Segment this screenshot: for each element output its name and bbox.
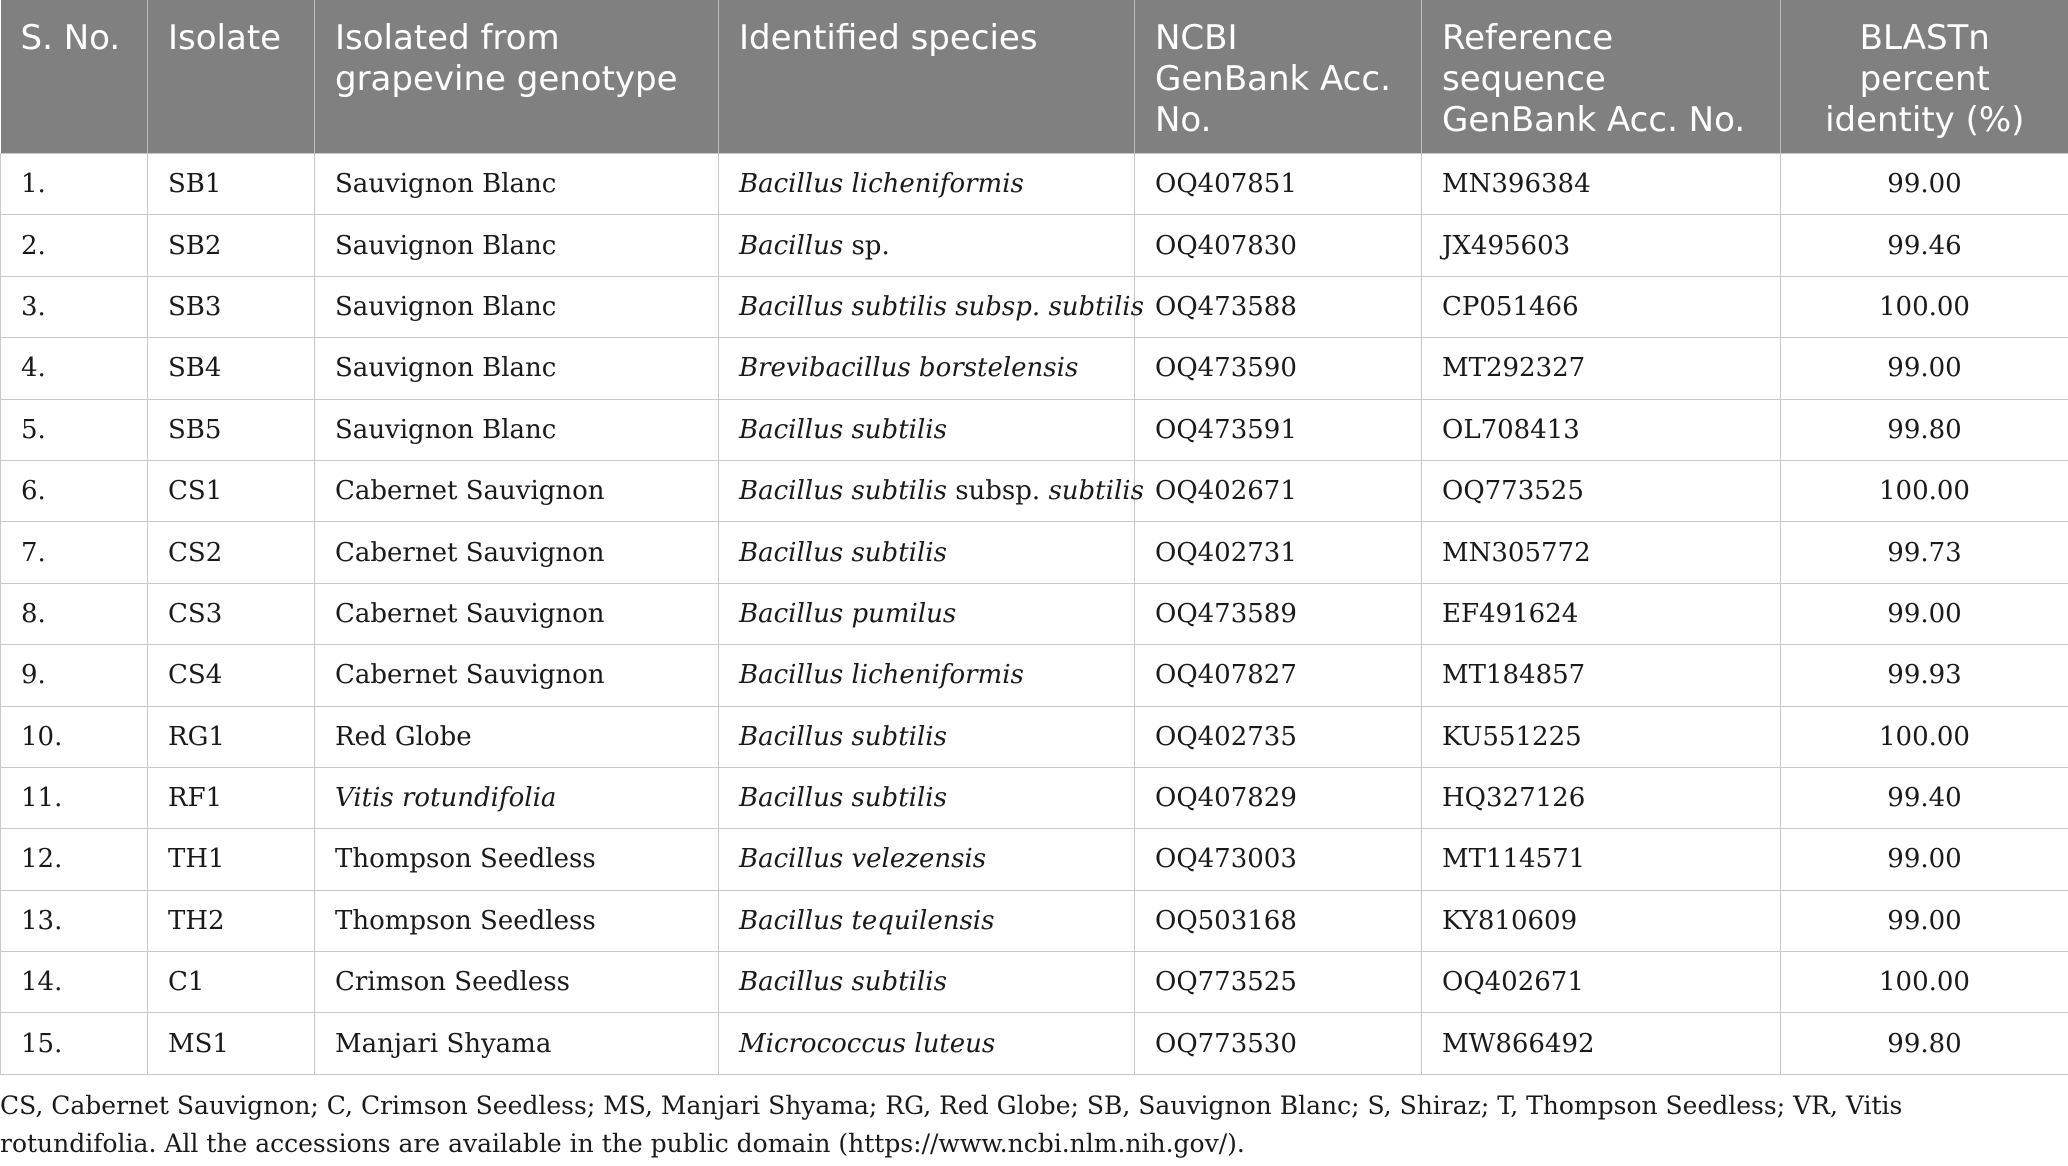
cell-isolate: TH2 xyxy=(148,890,315,951)
header-reference-accession: Reference sequence GenBank Acc. No. xyxy=(1422,0,1781,154)
cell-serial-number: 3. xyxy=(1,276,148,337)
cell-ncbi-accession: OQ503168 xyxy=(1135,890,1422,951)
cell-ncbi-accession: OQ473588 xyxy=(1135,276,1422,337)
cell-ncbi-accession: OQ407851 xyxy=(1135,154,1422,215)
cell-reference-accession: JX495603 xyxy=(1422,215,1781,276)
cell-isolate: RG1 xyxy=(148,706,315,767)
cell-genotype: Sauvignon Blanc xyxy=(315,399,719,460)
cell-reference-accession: KU551225 xyxy=(1422,706,1781,767)
header-species: Identified species xyxy=(719,0,1135,154)
table-body xyxy=(1,154,2068,1075)
cell-isolate: SB3 xyxy=(148,276,315,337)
header-blast-identity: BLASTn percent identity (%) xyxy=(1781,0,2068,154)
cell-reference-accession: KY810609 xyxy=(1422,890,1781,951)
cell-genotype: Cabernet Sauvignon xyxy=(315,460,719,521)
cell-species xyxy=(719,276,1144,337)
cell-blast-identity: 99.00 xyxy=(1781,890,2068,951)
cell-serial-number: 7. xyxy=(1,522,148,583)
table-row xyxy=(1,154,2068,215)
cell-blast-identity: 99.00 xyxy=(1781,154,2068,215)
cell-ncbi-accession: OQ773530 xyxy=(1135,1013,1422,1074)
species-name: Bacillus subtilis xyxy=(739,476,947,507)
table-row xyxy=(1,706,2068,767)
cell-isolate: C1 xyxy=(148,952,315,1013)
cell-species xyxy=(719,215,1135,276)
table-row xyxy=(1,522,2068,583)
cell-genotype: Crimson Seedless xyxy=(315,952,719,1013)
cell-reference-accession: MN396384 xyxy=(1422,154,1781,215)
cell-blast-identity: 100.00 xyxy=(1781,706,2068,767)
cell-species xyxy=(719,890,1135,951)
cell-serial-number: 10. xyxy=(1,706,148,767)
cell-reference-accession: OL708413 xyxy=(1422,399,1781,460)
cell-ncbi-accession: OQ473590 xyxy=(1135,338,1422,399)
species-name: Bacillus subtilis xyxy=(739,721,947,752)
cell-isolate: CS4 xyxy=(148,645,315,706)
cell-reference-accession: MN305772 xyxy=(1422,522,1781,583)
cell-isolate: RF1 xyxy=(148,767,315,828)
table-header-row xyxy=(1,0,2068,154)
cell-isolate: CS2 xyxy=(148,522,315,583)
cell-isolate: SB4 xyxy=(148,338,315,399)
table-row xyxy=(1,276,2068,337)
cell-species xyxy=(719,767,1135,828)
cell-genotype: Manjari Shyama xyxy=(315,1013,719,1074)
cell-blast-identity: 99.00 xyxy=(1781,583,2068,644)
cell-ncbi-accession: OQ773525 xyxy=(1135,952,1422,1013)
cell-species xyxy=(719,583,1135,644)
cell-ncbi-accession: OQ402731 xyxy=(1135,522,1422,583)
table-footnote: CS, Cabernet Sauvignon; C, Crimson Seedless; MS, Manjari Shyama; RG, Red Globe; SB, Sauvignon Blanc; S, Shiraz; T, Thompson Seedless; VR, Vitis rotundifolia. All the accessions are available in the public domain (https://www.ncbi.nlm.nih.gov/). xyxy=(0,1091,1903,1158)
table-row xyxy=(1,460,2068,521)
cell-isolate: SB1 xyxy=(148,154,315,215)
cell-isolate: CS1 xyxy=(148,460,315,521)
cell-species xyxy=(719,154,1135,215)
cell-blast-identity: 100.00 xyxy=(1781,276,2068,337)
species-name: Bacillus subtilis xyxy=(739,967,947,998)
species-name: Brevibacillus borstelensis xyxy=(739,353,1079,384)
cell-genotype: Sauvignon Blanc xyxy=(315,276,719,337)
cell-serial-number: 15. xyxy=(1,1013,148,1074)
cell-serial-number: 12. xyxy=(1,829,148,890)
header-genotype: Isolated from grapevine genotype xyxy=(315,0,719,154)
cell-isolate: TH1 xyxy=(148,829,315,890)
cell-species xyxy=(719,522,1135,583)
table-row xyxy=(1,767,2068,828)
cell-species xyxy=(719,399,1135,460)
cell-species xyxy=(719,1013,1135,1074)
species-subspecies: subtilis xyxy=(1048,476,1144,507)
cell-isolate: MS1 xyxy=(148,1013,315,1074)
cell-species xyxy=(719,952,1135,1013)
cell-ncbi-accession: OQ407830 xyxy=(1135,215,1422,276)
cell-serial-number: 11. xyxy=(1,767,148,828)
cell-serial-number: 8. xyxy=(1,583,148,644)
table-row xyxy=(1,952,2068,1013)
species-name: Bacillus subtilis xyxy=(739,414,947,445)
cell-ncbi-accession: OQ473003 xyxy=(1135,829,1422,890)
cell-genotype: Sauvignon Blanc xyxy=(315,338,719,399)
species-name: Bacillus licheniformis xyxy=(739,660,1024,691)
cell-serial-number: 2. xyxy=(1,215,148,276)
header-isolate: Isolate xyxy=(148,0,315,154)
species-name: Bacillus tequilensis xyxy=(739,905,995,936)
cell-reference-accession: HQ327126 xyxy=(1422,767,1781,828)
table-row xyxy=(1,829,2068,890)
cell-blast-identity: 99.00 xyxy=(1781,829,2068,890)
cell-genotype: Vitis rotundifolia xyxy=(315,767,719,828)
table-row xyxy=(1,645,2068,706)
species-name: Bacillus xyxy=(739,230,844,261)
species-name: Micrococcus luteus xyxy=(739,1028,996,1059)
cell-blast-identity: 99.40 xyxy=(1781,767,2068,828)
cell-genotype: Sauvignon Blanc xyxy=(315,154,719,215)
species-name: Bacillus subtilis subsp. subtilis xyxy=(739,291,1144,322)
cell-reference-accession: MT184857 xyxy=(1422,645,1781,706)
cell-blast-identity: 99.80 xyxy=(1781,1013,2068,1074)
cell-genotype: Thompson Seedless xyxy=(315,890,719,951)
table-row xyxy=(1,338,2068,399)
cell-serial-number: 13. xyxy=(1,890,148,951)
cell-blast-identity: 99.46 xyxy=(1781,215,2068,276)
cell-serial-number: 9. xyxy=(1,645,148,706)
cell-reference-accession: MT114571 xyxy=(1422,829,1781,890)
cell-genotype: Sauvignon Blanc xyxy=(315,215,719,276)
cell-genotype: Cabernet Sauvignon xyxy=(315,522,719,583)
cell-species xyxy=(719,460,1144,521)
species-name: Bacillus licheniformis xyxy=(739,169,1024,200)
cell-isolate: SB5 xyxy=(148,399,315,460)
cell-reference-accession: OQ402671 xyxy=(1422,952,1781,1013)
cell-ncbi-accession: OQ407829 xyxy=(1135,767,1422,828)
cell-serial-number: 14. xyxy=(1,952,148,1013)
cell-genotype: Cabernet Sauvignon xyxy=(315,645,719,706)
cell-blast-identity: 100.00 xyxy=(1781,460,2068,521)
cell-ncbi-accession: OQ402735 xyxy=(1135,706,1422,767)
species-name: Bacillus velezensis xyxy=(739,844,987,875)
cell-serial-number: 5. xyxy=(1,399,148,460)
table-row xyxy=(1,583,2068,644)
cell-serial-number: 4. xyxy=(1,338,148,399)
cell-reference-accession: EF491624 xyxy=(1422,583,1781,644)
cell-species xyxy=(719,829,1135,890)
cell-reference-accession: OQ773525 xyxy=(1422,460,1781,521)
cell-ncbi-accession: OQ473591 xyxy=(1135,399,1422,460)
header-ncbi-accession: NCBI GenBank Acc. No. xyxy=(1135,0,1422,154)
table-row xyxy=(1,1013,2068,1074)
species-name: Bacillus subtilis xyxy=(739,537,947,568)
cell-blast-identity: 99.80 xyxy=(1781,399,2068,460)
cell-reference-accession: MW866492 xyxy=(1422,1013,1781,1074)
table-row xyxy=(1,215,2068,276)
cell-blast-identity: 99.93 xyxy=(1781,645,2068,706)
cell-reference-accession: MT292327 xyxy=(1422,338,1781,399)
cell-genotype: Thompson Seedless xyxy=(315,829,719,890)
cell-ncbi-accession: OQ473589 xyxy=(1135,583,1422,644)
cell-reference-accession: CP051466 xyxy=(1422,276,1781,337)
cell-blast-identity: 99.00 xyxy=(1781,338,2068,399)
cell-blast-identity: 100.00 xyxy=(1781,952,2068,1013)
cell-genotype: Red Globe xyxy=(315,706,719,767)
cell-species xyxy=(719,645,1135,706)
cell-blast-identity: 99.73 xyxy=(1781,522,2068,583)
cell-ncbi-accession: OQ407827 xyxy=(1135,645,1422,706)
cell-ncbi-accession: OQ402671 xyxy=(1135,460,1422,521)
species-name: Bacillus subtilis xyxy=(739,783,947,814)
species-name: Bacillus pumilus xyxy=(739,598,957,629)
cell-isolate: SB2 xyxy=(148,215,315,276)
cell-isolate: CS3 xyxy=(148,583,315,644)
cell-serial-number: 6. xyxy=(1,460,148,521)
cell-serial-number: 1. xyxy=(1,154,148,215)
species-qualifier: sp. xyxy=(843,230,890,261)
cell-species xyxy=(719,706,1135,767)
cell-species xyxy=(719,338,1135,399)
table-row xyxy=(1,890,2068,951)
species-qualifier: subsp. xyxy=(946,476,1049,507)
header-serial-number: S. No. xyxy=(1,0,148,154)
cell-genotype: Cabernet Sauvignon xyxy=(315,583,719,644)
table-row xyxy=(1,399,2068,460)
